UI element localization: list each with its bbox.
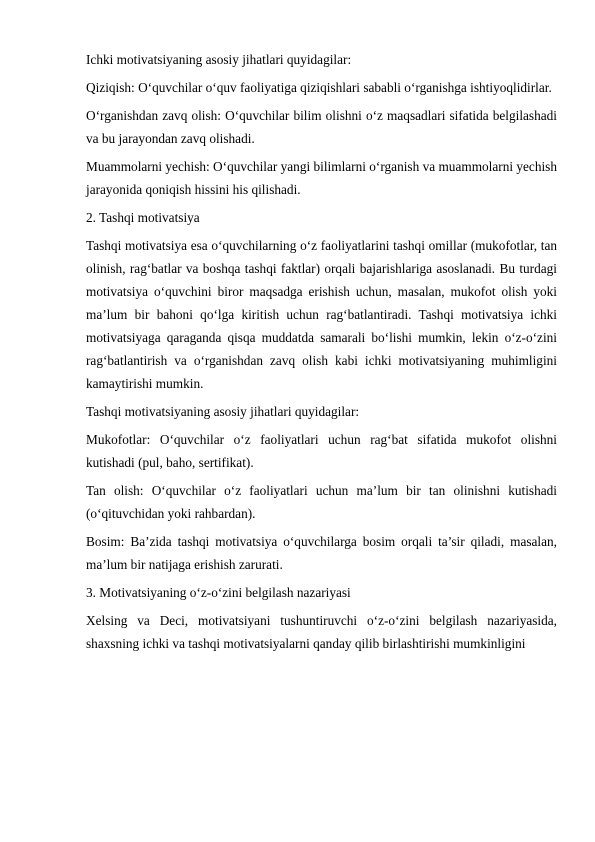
paragraph-qiziqish: Qiziqish: O‘quvchilar o‘quv faoliyatiga qiziqishlari sababli o‘rganishga ishtiyoqlidirlar. xyxy=(86,80,552,95)
tashqi-list-label: Tashqi motivatsiyaning asosiy jihatlari quyidagilar: xyxy=(86,404,360,419)
paragraph-muammolarni-yechish: Muammolarni yechish: O‘quvchilar yangi bilimlarni o‘rganish va muammolarni yechish jarayonida qoniqish hissini his qilishadi. xyxy=(86,159,557,197)
paragraph-tashqi-motivatsiya: Tashqi motivatsiya esa o‘quvchilarning o‘z faoliyatlarini tashqi omillar (mukofotlar, tan olinish, rag‘batlar va boshqa tashqi faktlar) orqali bajarishlariga asoslanadi. Bu turdagi motivatsiya o‘quvchini biror maqsadga erishish uchun, masalan, mukofot olish yoki ma’lum bir bahoni qo‘lga kiritish uchun rag‘batlantiradi. Tashqi motivatsiya ichki motivatsiyaga qaraganda qisqa muddatda samarali bo‘lishi mumkin, lekin o‘z-o‘zini rag‘batlantirish va o‘rganishdan zavq olish kabi ichki motivatsiyaning muhimligini kamaytirishi mumkin. xyxy=(86,238,557,391)
intro-list-label: Ichki motivatsiyaning asosiy jihatlari quyidagilar: xyxy=(86,52,352,67)
paragraph-tan-olish: Tan olish: O‘quvchilar o‘z faoliyatlari uchun ma’lum bir tan olinishni kutishadi (o‘qituvchidan yoki rahbardan). xyxy=(86,483,557,521)
paragraph-xelsing-deci: Xelsing va Deci, motivatsiyani tushuntiruvchi o‘z-o‘zini belgilash nazariyasida, shaxsning ichki va tashqi motivatsiyalarni qanday qilib birlashtirishi mumkinligini xyxy=(86,613,557,651)
paragraph-bosim: Bosim: Ba’zida tashqi motivatsiya o‘quvchilarga bosim orqali ta’sir qiladi, masalan, ma’lum bir natijaga erishish zarurati. xyxy=(86,534,557,572)
paragraph-organishdan-zavq: O‘rganishdan zavq olish: O‘quvchilar bilim olishni o‘z maqsadlari sifatida belgilashadi va bu jarayondan zavq olishadi. xyxy=(86,108,557,146)
paragraph-mukofotlar: Mukofotlar: O‘quvchilar o‘z faoliyatlari uchun rag‘bat sifatida mukofot olishni kutishadi (pul, baho, sertifikat). xyxy=(86,432,557,470)
section-heading-tashqi-motivatsiya: 2. Tashqi motivatsiya xyxy=(86,210,200,225)
section-heading-ozini-belgilash: 3. Motivatsiyaning o‘z-o‘zini belgilash nazariyasi xyxy=(86,585,351,600)
